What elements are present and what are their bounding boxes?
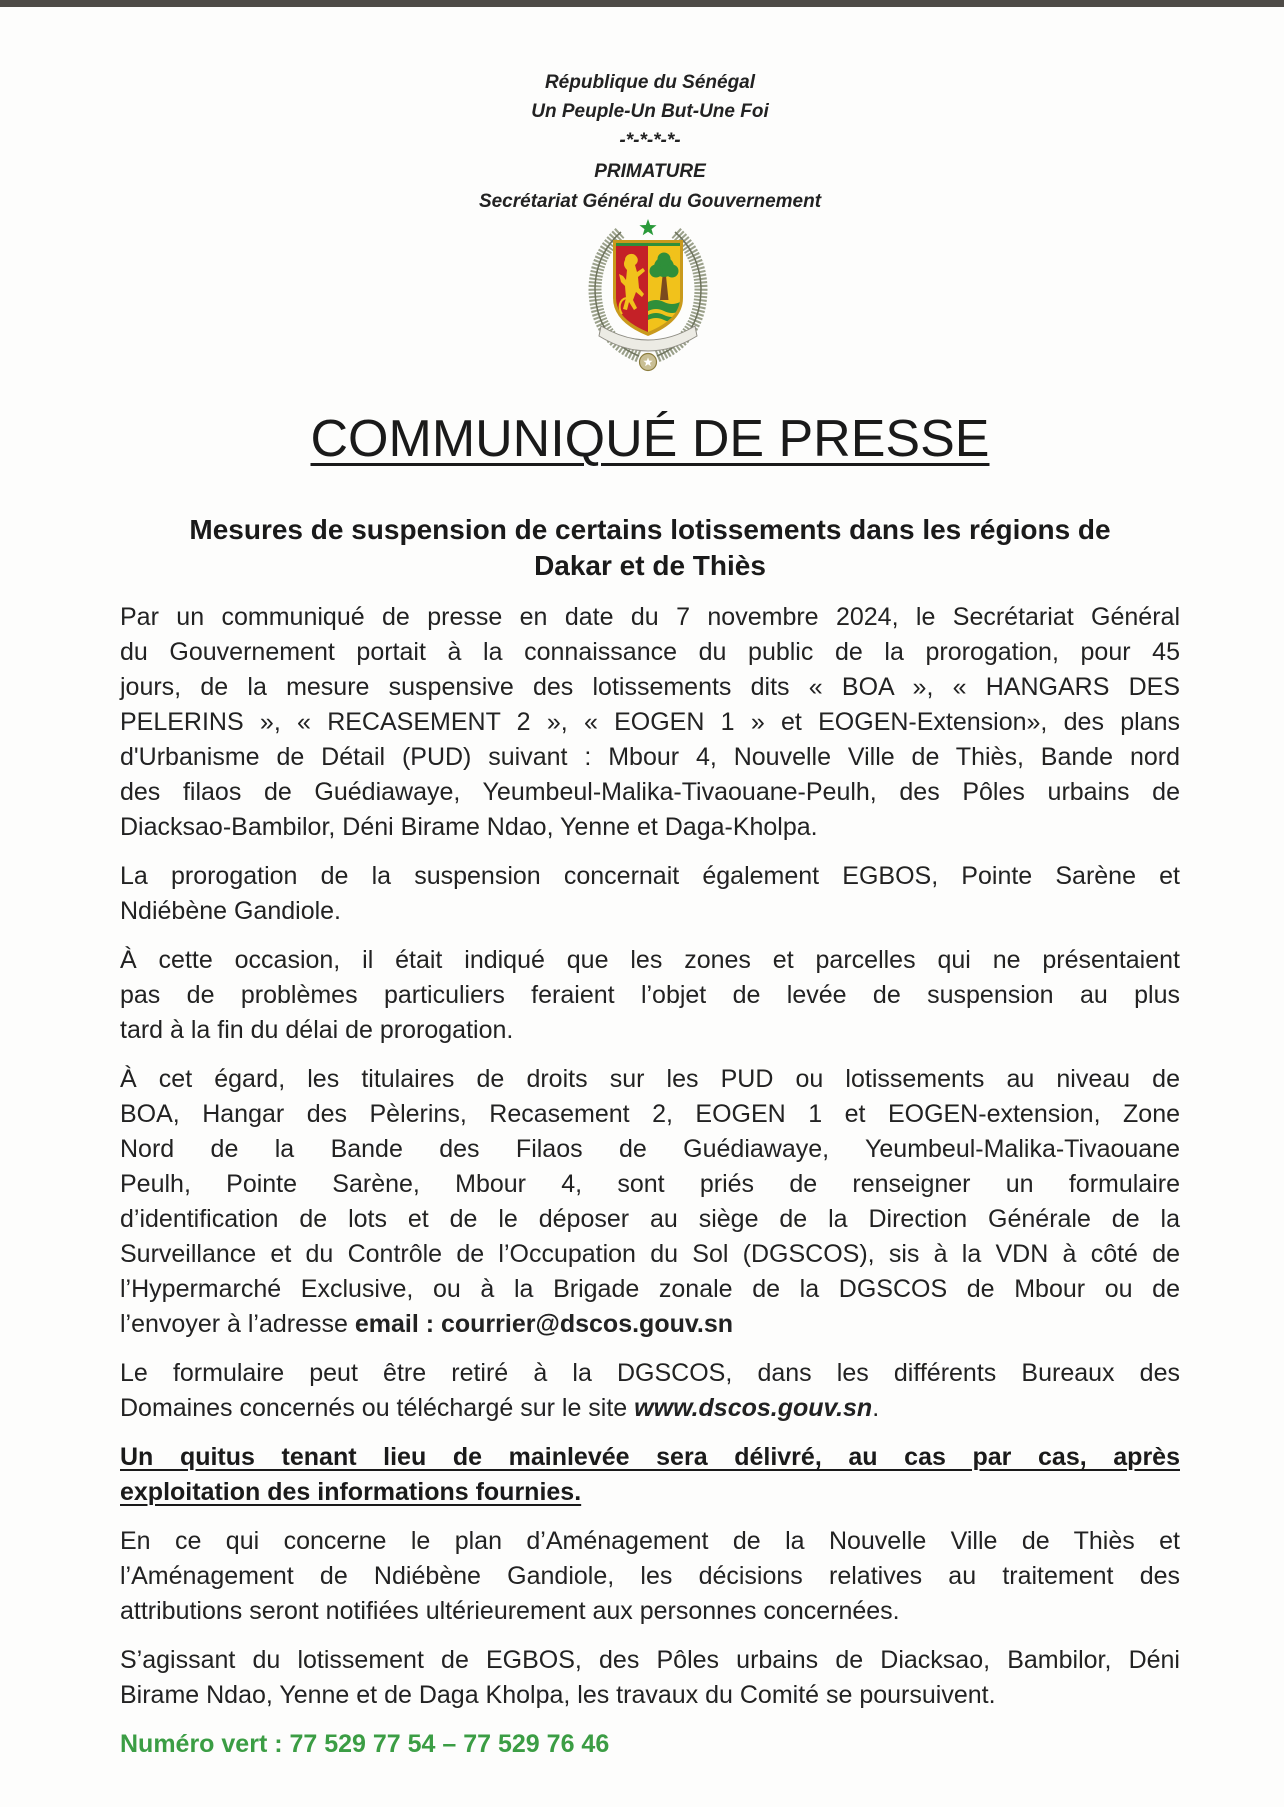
text-line: Birame Ndao, Yenne et de Daga Kholpa, les travaux du Comité se poursuivent. [120, 1681, 996, 1709]
subtitle-line: Dakar et de Thiès [534, 550, 766, 581]
top-edge-bar [0, 0, 1284, 7]
text-line: S’agissant du lotissement de EGBOS, des Pôles urbains de Diacksao, Bambilor, Déni [120, 1646, 1180, 1674]
paragraph [120, 1440, 1180, 1510]
text-line: l’Hypermarché Exclusive, ou à la Brigade zonale de la DGSCOS de Mbour ou de [120, 1275, 1180, 1303]
text-line: Par un communiqué de presse en date du 7 novembre 2024, le Secrétariat Général [120, 603, 1180, 631]
text-line: PELERINS », « RECASEMENT 2 », « EOGEN 1 » et EOGEN-Extension», des plans [120, 708, 1180, 736]
text-line: Diacksao-Bambilor, Déni Birame Ndao, Yenne et Daga-Kholpa. [120, 813, 818, 841]
text-line: Ndiébène Gandiole. [120, 897, 341, 925]
text-line: Un quitus tenant lieu de mainlevée sera délivré, au cas par cas, après [120, 1443, 1180, 1471]
text-line: Peulh, Pointe Sarène, Mbour 4, sont priés de renseigner un formulaire [120, 1170, 1180, 1198]
text-line: Surveillance et du Contrôle de l’Occupation du Sol (DGSCOS), sis à la VDN à côté de [120, 1240, 1180, 1268]
hotline-number: Numéro vert : 77 529 77 54 – 77 529 76 46 [120, 1730, 610, 1758]
text-line: tard à la fin du délai de prorogation. [120, 1016, 514, 1044]
text-line: Nord de la Bande des Filaos de Guédiawaye, Yeumbeul-Malika-Tivaouane [120, 1135, 1180, 1163]
subtitle-line: Mesures de suspension de certains lotissements dans les régions de [189, 514, 1111, 545]
text-line: BOA, Hangar des Pèlerins, Recasement 2, EOGEN 1 et EOGEN-extension, Zone [120, 1100, 1180, 1128]
paragraph [120, 1524, 1180, 1629]
paragraph [120, 600, 1180, 845]
paragraph [120, 859, 1180, 929]
header-separator: -*-*-*-*- [619, 130, 681, 151]
text-line: En ce qui concerne le plan d’Aménagement de la Nouvelle Ville de Thiès et [120, 1527, 1180, 1555]
country-name: République du Sénégal [544, 72, 756, 93]
text-line [120, 1391, 1180, 1426]
national-motto: Un Peuple-Un But-Une Foi [531, 101, 769, 122]
text-line: À cet égard, les titulaires de droits sur les PUD ou lotissements au niveau de [120, 1065, 1180, 1093]
text-line: La prorogation de la suspension concernait également EGBOS, Pointe Sarène et [120, 862, 1180, 890]
body-text [120, 600, 1180, 1762]
medallion-icon [640, 354, 657, 371]
paragraph [120, 1643, 1180, 1713]
office-name: PRIMATURE [594, 161, 706, 182]
text-segment: . [872, 1394, 880, 1422]
text-line: jours, de la mesure suspensive des lotissements dits « BOA », « HANGARS DES [120, 673, 1180, 701]
coat-of-arms-icon [575, 216, 721, 372]
paragraph [120, 1356, 1180, 1426]
text-segment: Domaines concernés ou téléchargé sur le site [120, 1394, 635, 1422]
text-line [120, 1307, 1180, 1342]
text-line: des filaos de Guédiawaye, Yeumbeul-Malika-Tivaouane-Peulh, des Pôles urbains de [120, 778, 1180, 806]
paragraph [120, 943, 1180, 1048]
text-line: l’Aménagement de Ndiébène Gandiole, les décisions relatives au traitement des [120, 1562, 1180, 1590]
star-icon [639, 219, 656, 235]
text-line: d’identification de lots et de le déposer au siège de la Direction Générale de la [120, 1205, 1180, 1233]
email-address: email : courrier@dscos.gouv.sn [354, 1310, 734, 1338]
document-title [120, 409, 1180, 469]
text-line: À cette occasion, il était indiqué que les zones et parcelles qui ne présentaient [120, 946, 1180, 974]
text-line: exploitation des informations fournies. [120, 1478, 582, 1506]
text-line: attributions seront notifiées ultérieurement aux personnes concernées. [120, 1597, 900, 1625]
text-segment: l’envoyer à l’adresse [120, 1310, 355, 1338]
paragraph [120, 1062, 1180, 1342]
text-line: Le formulaire peut être retiré à la DGSCOS, dans les différents Bureaux des [120, 1359, 1180, 1387]
website-url: www.dscos.gouv.sn [634, 1394, 873, 1422]
text-line: du Gouvernement portait à la connaissance du public de la prorogation, pour 45 [120, 638, 1180, 666]
text-line: pas de problèmes particuliers feraient l’objet de levée de suspension au plus [120, 981, 1180, 1009]
document-title-text: COMMUNIQUÉ DE PRESSE [310, 410, 990, 468]
text-line: d'Urbanisme de Détail (PUD) suivant : Mbour 4, Nouvelle Ville de Thiès, Bande nord [120, 743, 1180, 771]
department-name: Secrétariat Général du Gouvernement [478, 191, 822, 212]
